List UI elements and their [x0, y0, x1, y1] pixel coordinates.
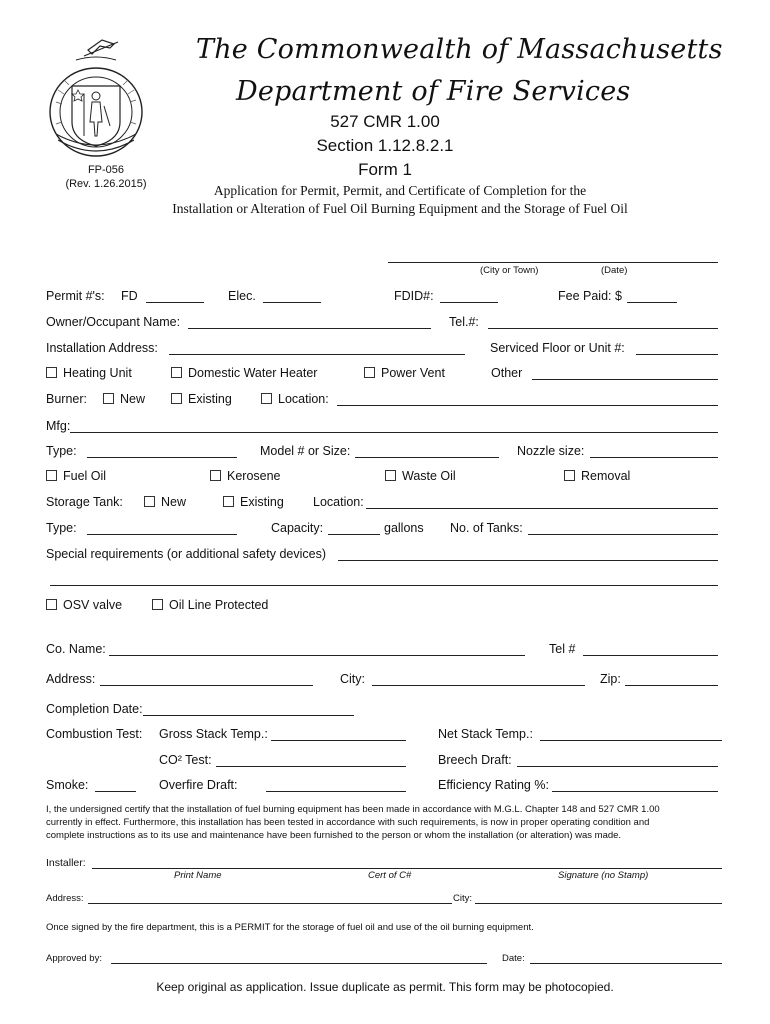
other-field[interactable]	[532, 379, 718, 380]
form-number: Form 1	[358, 160, 412, 179]
installer-city-field[interactable]	[475, 903, 722, 904]
heating-unit-checkbox[interactable]	[46, 367, 57, 378]
approval-date-label: Date:	[502, 953, 525, 964]
kerosene-checkbox[interactable]	[210, 470, 221, 481]
storage-new-option[interactable]: New	[144, 495, 186, 509]
approval-date-field[interactable]	[530, 963, 722, 964]
net-stack-field[interactable]	[540, 740, 722, 741]
burner-existing-option[interactable]: Existing	[171, 392, 232, 406]
other-label: Other	[491, 366, 523, 380]
storage-location-field[interactable]	[366, 508, 718, 509]
elec-field[interactable]	[263, 302, 321, 303]
efficiency-label: Efficiency Rating %:	[438, 778, 549, 792]
oil-line-option[interactable]: Oil Line Protected	[152, 598, 268, 612]
special-requirements-label: Special requirements (or additional safety devices)	[46, 547, 326, 561]
net-stack-label: Net Stack Temp.:	[438, 727, 533, 741]
serviced-floor-label: Serviced Floor or Unit #:	[490, 341, 625, 355]
tanks-label: No. of Tanks:	[450, 521, 523, 535]
model-label: Model # or Size:	[260, 444, 351, 458]
storage-type-label: Type:	[46, 521, 77, 535]
burner-location-field[interactable]	[337, 405, 718, 406]
approved-by-field[interactable]	[111, 963, 487, 964]
signature-caption: Signature (no Stamp)	[558, 870, 649, 881]
installer-city-label: City:	[453, 893, 472, 904]
footer-note: Keep original as application. Issue duplicate as permit. This form may be photocopied.	[156, 980, 614, 994]
co2-test-label: CO² Test:	[159, 753, 212, 767]
burner-label: Burner:	[46, 392, 87, 406]
storage-tank-label: Storage Tank:	[46, 495, 123, 509]
owner-tel-field[interactable]	[488, 328, 718, 329]
fd-label: FD	[121, 289, 138, 303]
mfg-label: Mfg:	[46, 419, 71, 433]
storage-existing-checkbox[interactable]	[223, 496, 234, 507]
power-vent-option[interactable]: Power Vent	[364, 366, 445, 380]
nozzle-label: Nozzle size:	[517, 444, 585, 458]
storage-new-checkbox[interactable]	[144, 496, 155, 507]
section-number: Section 1.12.8.2.1	[316, 136, 454, 155]
print-name-caption: Print Name	[174, 870, 222, 881]
date-label: (Date)	[601, 265, 628, 276]
company-zip-label: Zip:	[600, 672, 621, 686]
massachusetts-seal	[40, 36, 152, 160]
burner-location-option[interactable]: Location:	[261, 392, 329, 406]
company-address-field[interactable]	[100, 685, 313, 686]
storage-location-label: Location:	[313, 495, 364, 509]
capacity-field[interactable]	[328, 534, 380, 535]
osv-valve-checkbox[interactable]	[46, 599, 57, 610]
serviced-floor-field[interactable]	[636, 354, 718, 355]
mfg-field[interactable]	[70, 432, 718, 433]
overfire-draft-label: Overfire Draft:	[159, 778, 238, 792]
special-requirements-field[interactable]	[338, 560, 718, 561]
power-vent-checkbox[interactable]	[364, 367, 375, 378]
water-heater-checkbox[interactable]	[171, 367, 182, 378]
burner-type-label: Type:	[46, 444, 77, 458]
burner-existing-checkbox[interactable]	[171, 393, 182, 404]
storage-existing-option[interactable]: Existing	[223, 495, 284, 509]
certification-line-2: currently in effect. Furthermore, this installation has been tested in accordance with such requirements, is now in proper operating condition and	[46, 817, 650, 828]
fuel-oil-option[interactable]: Fuel Oil	[46, 469, 106, 483]
overfire-draft-field[interactable]	[266, 791, 406, 792]
cert-caption: Cert of C#	[368, 870, 412, 881]
capacity-label: Capacity:	[271, 521, 324, 535]
permit-note: Once signed by the fire department, this is a PERMIT for the storage of fuel oil and use of the oil burning equipment.	[46, 922, 534, 933]
oil-line-checkbox[interactable]	[152, 599, 163, 610]
model-field[interactable]	[355, 457, 499, 458]
completion-date-label: Completion Date:	[46, 702, 143, 716]
fee-field[interactable]	[627, 302, 677, 303]
efficiency-field[interactable]	[552, 791, 718, 792]
water-heater-option[interactable]: Domestic Water Heater	[171, 366, 317, 380]
tanks-field[interactable]	[528, 534, 718, 535]
company-tel-field[interactable]	[583, 655, 718, 656]
certification-line-3: complete instructions as to its use and maintenance have been furnished to the person or whom the installation (or alteration) was made.	[46, 830, 622, 841]
owner-name-field[interactable]	[188, 328, 431, 329]
gross-stack-label: Gross Stack Temp.:	[159, 727, 268, 741]
installation-address-label: Installation Address:	[46, 341, 158, 355]
approved-by-label: Approved by:	[46, 953, 102, 964]
permits-label: Permit #'s:	[46, 289, 105, 303]
breech-draft-field[interactable]	[517, 766, 718, 767]
installer-label: Installer:	[46, 857, 86, 869]
fuel-oil-checkbox[interactable]	[46, 470, 57, 481]
smoke-field[interactable]	[95, 791, 136, 792]
company-name-field[interactable]	[109, 655, 525, 656]
removal-checkbox[interactable]	[564, 470, 575, 481]
title-department: Department of Fire Services	[236, 76, 631, 107]
fee-label: Fee Paid: $	[558, 289, 622, 303]
nozzle-field[interactable]	[590, 457, 718, 458]
special-requirements-field-2[interactable]	[50, 585, 718, 586]
company-tel-label: Tel #	[549, 642, 576, 656]
co2-test-field[interactable]	[216, 766, 406, 767]
completion-date-field[interactable]	[143, 715, 354, 716]
installation-address-field[interactable]	[169, 354, 465, 355]
fd-field[interactable]	[146, 302, 204, 303]
burner-location-checkbox[interactable]	[261, 393, 272, 404]
city-date-line[interactable]	[388, 262, 718, 263]
form-revision: (Rev. 1.26.2015)	[65, 178, 147, 190]
company-city-label: City:	[340, 672, 365, 686]
burner-type-field[interactable]	[87, 457, 237, 458]
city-label: (City or Town)	[480, 265, 539, 276]
waste-oil-option[interactable]: Waste Oil	[385, 469, 456, 483]
company-city-field[interactable]	[372, 685, 585, 686]
company-name-label: Co. Name:	[46, 642, 106, 656]
breech-draft-label: Breech Draft:	[438, 753, 512, 767]
burner-new-checkbox[interactable]	[103, 393, 114, 404]
company-zip-field[interactable]	[625, 685, 718, 686]
combustion-test-label: Combustion Test:	[46, 727, 143, 741]
form-code: FP-056	[87, 164, 125, 176]
kerosene-option[interactable]: Kerosene	[210, 469, 281, 483]
waste-oil-checkbox[interactable]	[385, 470, 396, 481]
installer-address-label: Address:	[46, 893, 84, 904]
fdid-field[interactable]	[440, 302, 498, 303]
fdid-label: FDID#:	[394, 289, 434, 303]
storage-type-field[interactable]	[87, 534, 237, 535]
owner-name-label: Owner/Occupant Name:	[46, 315, 181, 329]
installer-address-field[interactable]	[88, 903, 452, 904]
burner-new-option[interactable]: New	[103, 392, 145, 406]
smoke-label: Smoke:	[46, 778, 89, 792]
certification-line-1: I, the undersigned certify that the installation of fuel burning equipment has been made in accordance with M.G.L. Chapter 148 and 527 CMR 1.00	[46, 804, 660, 815]
title-commonwealth: The Commonwealth of Massachusetts	[196, 34, 723, 65]
elec-label: Elec.	[228, 289, 256, 303]
subtitle-line-2: Installation or Alteration of Fuel Oil Burning Equipment and the Storage of Fuel Oil	[172, 201, 628, 216]
removal-option[interactable]: Removal	[564, 469, 630, 483]
heating-unit-option[interactable]: Heating Unit	[46, 366, 132, 380]
installer-field[interactable]	[92, 868, 722, 869]
gross-stack-field[interactable]	[271, 740, 406, 741]
company-address-label: Address:	[46, 672, 96, 686]
gallons-label: gallons	[384, 521, 424, 535]
owner-tel-label: Tel.#:	[449, 315, 479, 329]
osv-valve-option[interactable]: OSV valve	[46, 598, 122, 612]
subtitle-line-1: Application for Permit, Permit, and Certificate of Completion for the	[213, 183, 587, 198]
regulation-number: 527 CMR 1.00	[330, 112, 440, 131]
